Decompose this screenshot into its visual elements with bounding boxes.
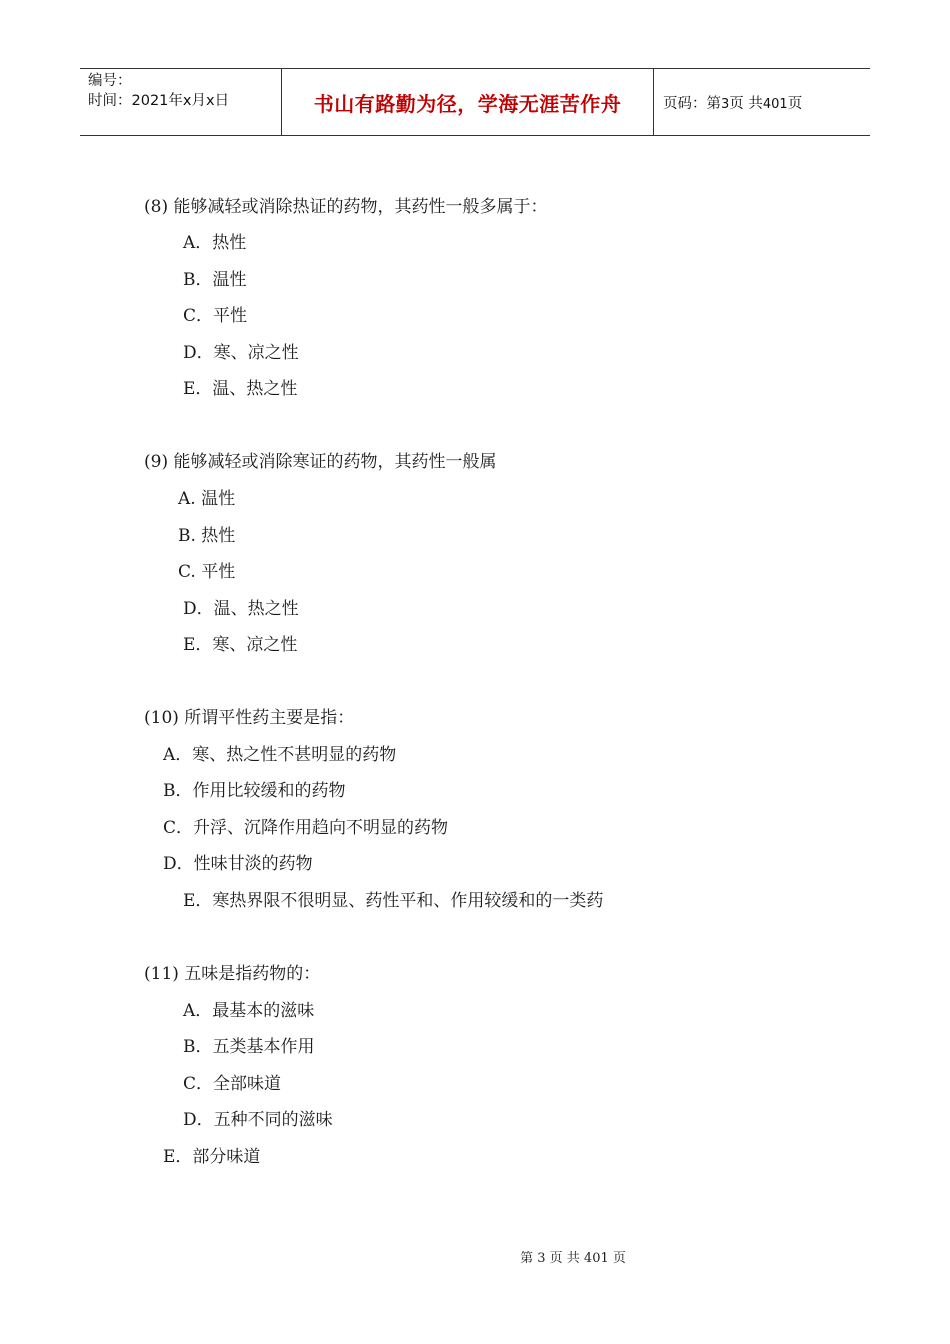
option-item: E．部分味道 — [163, 1147, 261, 1167]
page-header — [80, 68, 870, 136]
option-item: C．平性 — [183, 306, 248, 326]
option-item: B. 热性 — [178, 526, 236, 546]
option-item: C．升浮、沉降作用趋向不明显的药物 — [163, 818, 449, 838]
page-mid: 页 共 — [729, 95, 763, 112]
question-stem: (9) 能够减轻或消除寒证的药物，其药性一般属 — [144, 452, 497, 472]
option-item: C．全部味道 — [183, 1074, 282, 1094]
question-stem: (11) 五味是指药物的： — [144, 964, 321, 984]
option-item: D．性味甘淡的药物 — [163, 854, 313, 874]
option-item: E．温、热之性 — [183, 379, 298, 399]
date-label: 时间：2021年x月x日 — [88, 93, 230, 109]
motto-cell — [282, 69, 654, 135]
option-item: B．五类基本作用 — [183, 1037, 315, 1057]
question-stem: (8) 能够减轻或消除热证的药物，其药性一般多属于： — [144, 197, 548, 217]
option-item: B．作用比较缓和的药物 — [163, 781, 346, 801]
option-item: A. 温性 — [178, 489, 236, 509]
code-label: 编号： — [88, 73, 132, 89]
page-footer: 第 3 页 共 401 页 — [520, 1251, 626, 1266]
page-end: 页 — [787, 95, 803, 112]
option-item: D．寒、凉之性 — [183, 343, 299, 363]
option-item: A．热性 — [183, 233, 247, 253]
option-item: A．寒、热之性不甚明显的药物 — [163, 745, 397, 765]
question-stem: (10) 所谓平性药主要是指： — [144, 708, 355, 728]
option-item: D．五种不同的滋味 — [183, 1110, 333, 1130]
option-item: E．寒、凉之性 — [183, 635, 298, 655]
header-meta-cell — [80, 69, 282, 135]
page-number: 3 — [721, 96, 730, 112]
option-item: C. 平性 — [178, 562, 236, 582]
page-total: 401 — [762, 96, 788, 112]
motto-text: 书山有路勤为径，学海无涯苦作舟 — [313, 91, 622, 116]
page-label: 页码：第 — [663, 95, 721, 112]
page-info — [663, 92, 802, 113]
option-item: B．温性 — [183, 270, 247, 290]
option-item: E．寒热界限不很明显、药性平和、作用较缓和的一类药 — [183, 891, 604, 911]
page-info-cell — [654, 69, 870, 135]
option-item: D．温、热之性 — [183, 599, 299, 619]
option-item: A．最基本的滋味 — [183, 1001, 315, 1021]
